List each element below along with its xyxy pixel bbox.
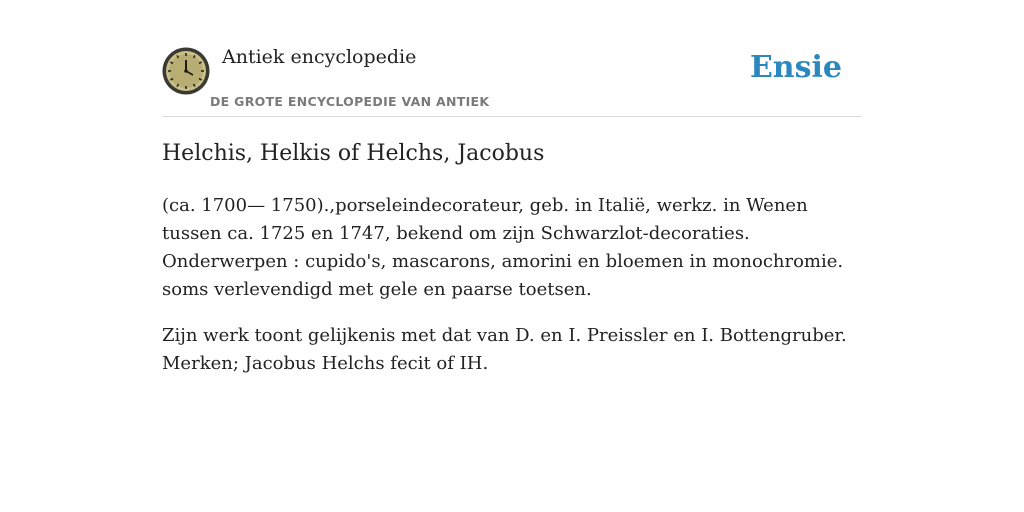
clock-icon[interactable] xyxy=(162,47,210,95)
brand-logo-link[interactable]: Ensie xyxy=(749,50,842,85)
article-title: Helchis, Helkis of Helchs, Jacobus xyxy=(162,141,545,166)
site-header xyxy=(162,44,862,117)
site-subtitle: DE GROTE ENCYCLOPEDIE VAN ANTIEK xyxy=(210,94,490,109)
article-paragraph: Zijn werk toont gelijkenis met dat van D. en I. Preissler en I. Bottengruber. Merken; Jacobus Helchs fecit of IH. xyxy=(162,325,847,374)
site-title[interactable]: Antiek encyclopedie xyxy=(222,46,417,68)
article-paragraph: (ca. 1700— 1750).,porseleindecorateur, geb. in Italië, werkz. in Wenen tussen ca. 1725 en 1747, bekend om zijn Schwarzlot-decoraties. Onderwerpen : cupido's, mascarons, amorini en bloemen in monochromie. soms verlevendigd met gele en paarse toetsen. xyxy=(162,195,844,300)
article xyxy=(162,138,862,396)
